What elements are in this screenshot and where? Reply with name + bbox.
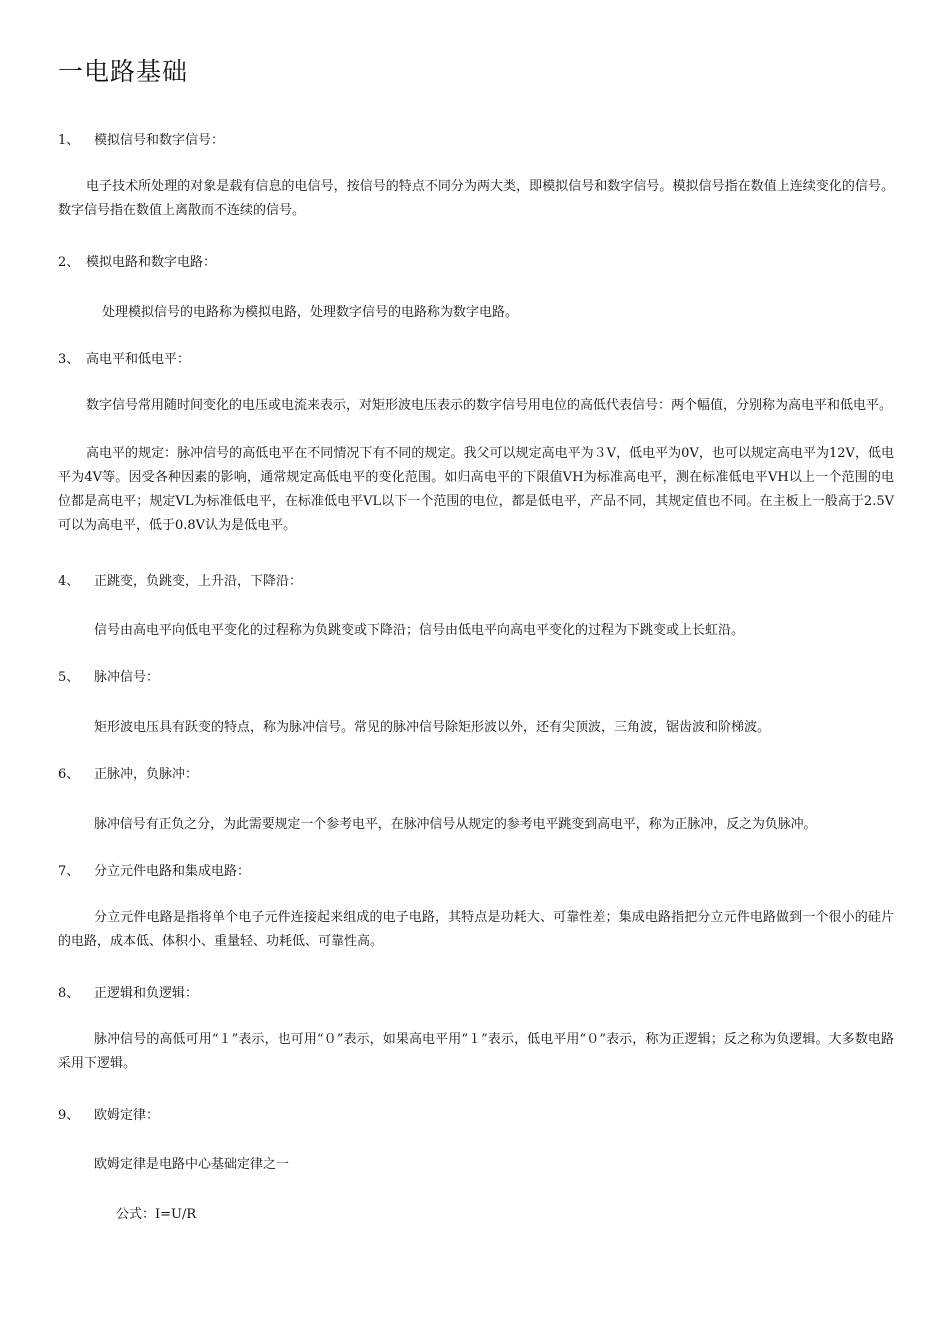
section-heading-4 [58,570,302,589]
section-heading-3 [58,348,190,367]
section-heading-2 [58,251,216,270]
section-title: 脉冲信号： [94,670,160,685]
section-body-5: 矩形波电压具有跃变的特点，称为脉冲信号。常见的脉冲信号除矩形波以外，还有尖顶波，三角波，锯齿波和阶梯波。 [94,720,771,735]
section-number: 9、 [58,1108,80,1123]
section-body-4: 信号由高电平向低电平变化的过程称为负跳变或下降沿；信号由低电平向高电平变化的过程为下跳变或上长虹沿。 [94,623,745,638]
section-body-3a: 数字信号常用随时间变化的电压或电流来表示，对矩形波电压表示的数字信号用电位的高低代表信号：两个幅值，分别称为高电平和低电平。 [86,398,893,413]
section-body-3b: 高电平的规定：脉冲信号的高低电平在不同情况下有不同的规定。我父可以规定高电平为３V，低电平为0V，也可以规定高电平为12V，低电平为4V等。因受各种因素的影响，通常规定高低电平的变化范围。如归高电平的下限值VH为标准高电平，测在标准低电平VH以上一个范围的电位都是高电平；规定VL为标准低电平，在标准低电平VL以下一个范围的电位，都是低电平，产品不同，其规定值也不同。在主板上一般高于2.5V可以为高电平，低于0.8V认为是低电平。 [58,446,894,533]
ohms-law-formula: 公式：I=U/R [116,1207,197,1222]
section-body-7: 分立元件电路是指将单个电子元件连接起来组成的电子电路，其特点是功耗大、可靠性差；集成电路指把分立元件电路做到一个很小的硅片的电路，成本低、体积小、重量轻、功耗低、可靠性高。 [58,910,894,949]
section-body-9: 欧姆定律是电路中心基础定律之一 [94,1157,290,1172]
section-number: 3、 [58,352,80,367]
section-body-6: 脉冲信号有正负之分，为此需要规定一个参考电平，在脉冲信号从规定的参考电平跳变到高电平，称为正脉冲，反之为负脉冲。 [94,817,817,832]
section-title: 正逻辑和负逻辑： [94,986,199,1001]
section-body-8: 脉冲信号的高低可用“１”表示，也可用“０”表示，如果高电平用“１”表示，低电平用“０”表示，称为正逻辑；反之称为负逻辑。大多数电路采用下逻辑。 [58,1032,894,1071]
section-title: 正跳变，负跳变，上升沿，下降沿： [94,574,303,589]
section-title: 模拟电路和数字电路： [86,255,217,270]
section-heading-9 [58,1104,159,1123]
section-body-2: 处理模拟信号的电路称为模拟电路，处理数字信号的电路称为数字电路。 [102,305,519,320]
document-title: 一电路基础 [58,57,189,86]
section-number: 7、 [58,864,80,879]
section-number: 1、 [58,133,80,148]
section-title: 分立元件电路和集成电路： [94,864,251,879]
section-title: 模拟信号和数字信号： [94,133,225,148]
section-heading-8 [58,982,198,1001]
section-number: 4、 [58,574,80,589]
section-heading-5 [58,666,159,685]
section-number: 8、 [58,986,80,1001]
section-body-1: 电子技术所处理的对象是载有信息的电信号，按信号的特点不同分为两大类，即模拟信号和数字信号。模拟信号指在数值上连续变化的信号。数字信号指在数值上离散而不连续的信号。 [58,179,894,218]
section-title: 欧姆定律： [94,1108,160,1123]
section-number: 6、 [58,767,80,782]
section-title: 高电平和低电平： [86,352,191,367]
section-heading-6 [58,763,198,782]
section-heading-7 [58,860,250,879]
section-heading-1 [58,129,224,148]
section-number: 5、 [58,670,80,685]
section-title: 正脉冲，负脉冲： [94,767,199,782]
section-number: 2、 [58,255,80,270]
